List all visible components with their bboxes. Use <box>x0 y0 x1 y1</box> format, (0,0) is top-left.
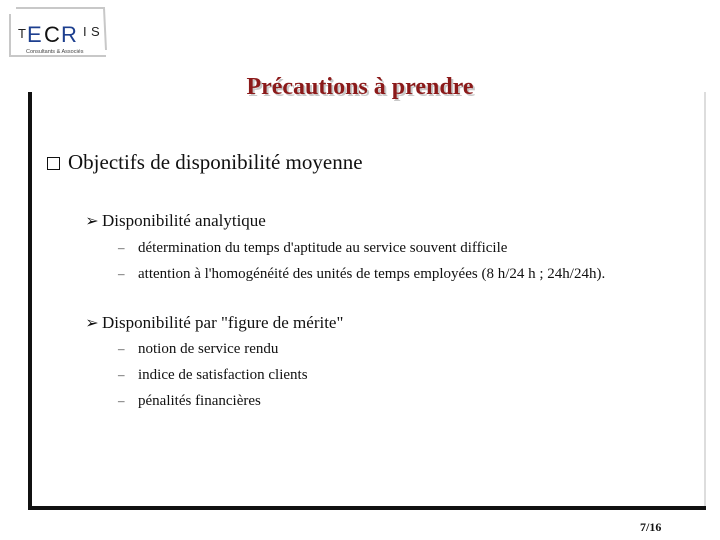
svg-text:T: T <box>18 26 26 41</box>
svg-text:S: S <box>91 24 100 39</box>
list-item <box>118 341 278 358</box>
tecris-logo <box>2 2 114 60</box>
svg-text:Consultants & Associés: Consultants & Associés <box>26 49 84 55</box>
list-item <box>118 393 261 410</box>
frame-right-border <box>704 92 706 510</box>
list-item-text: indice de satisfaction clients <box>138 367 308 383</box>
list-item-text: pénalités financières <box>138 393 261 409</box>
svg-text:C: C <box>44 22 60 47</box>
list-item-text: notion de service rendu <box>138 341 279 357</box>
section-heading <box>85 313 343 333</box>
svg-text:E: E <box>27 22 42 47</box>
page-number: 7/16 <box>640 520 662 534</box>
frame-bottom-border <box>28 506 706 510</box>
list-item-text: détermination du temps d'aptitude au service souvent difficile <box>138 240 508 256</box>
square-bullet-icon <box>47 157 60 170</box>
svg-text:R: R <box>61 22 77 47</box>
section-heading <box>85 211 266 231</box>
arrow-bullet-icon: ➢ <box>85 313 99 332</box>
arrow-bullet-icon: ➢ <box>85 211 99 230</box>
frame-left-border <box>28 92 32 510</box>
svg-text:I: I <box>83 24 87 39</box>
dash-bullet: – <box>118 240 125 255</box>
section-label: Disponibilité par "figure de mérite" <box>102 313 344 332</box>
list-item-text: attention à l'homogénéité des unités de temps employées (8 h/24 h ; 24h/24h). <box>138 266 606 282</box>
dash-bullet: – <box>118 341 125 356</box>
main-bullet <box>47 150 363 175</box>
section-label: Disponibilité analytique <box>102 211 266 230</box>
list-item <box>118 266 605 283</box>
main-bullet-text: Objectifs de disponibilité moyenne <box>68 150 363 174</box>
list-item <box>118 240 507 257</box>
slide-title: Précautions à prendre <box>246 74 474 100</box>
dash-bullet: – <box>118 393 125 408</box>
list-item <box>118 367 308 384</box>
dash-bullet: – <box>118 266 125 281</box>
dash-bullet: – <box>118 367 125 382</box>
